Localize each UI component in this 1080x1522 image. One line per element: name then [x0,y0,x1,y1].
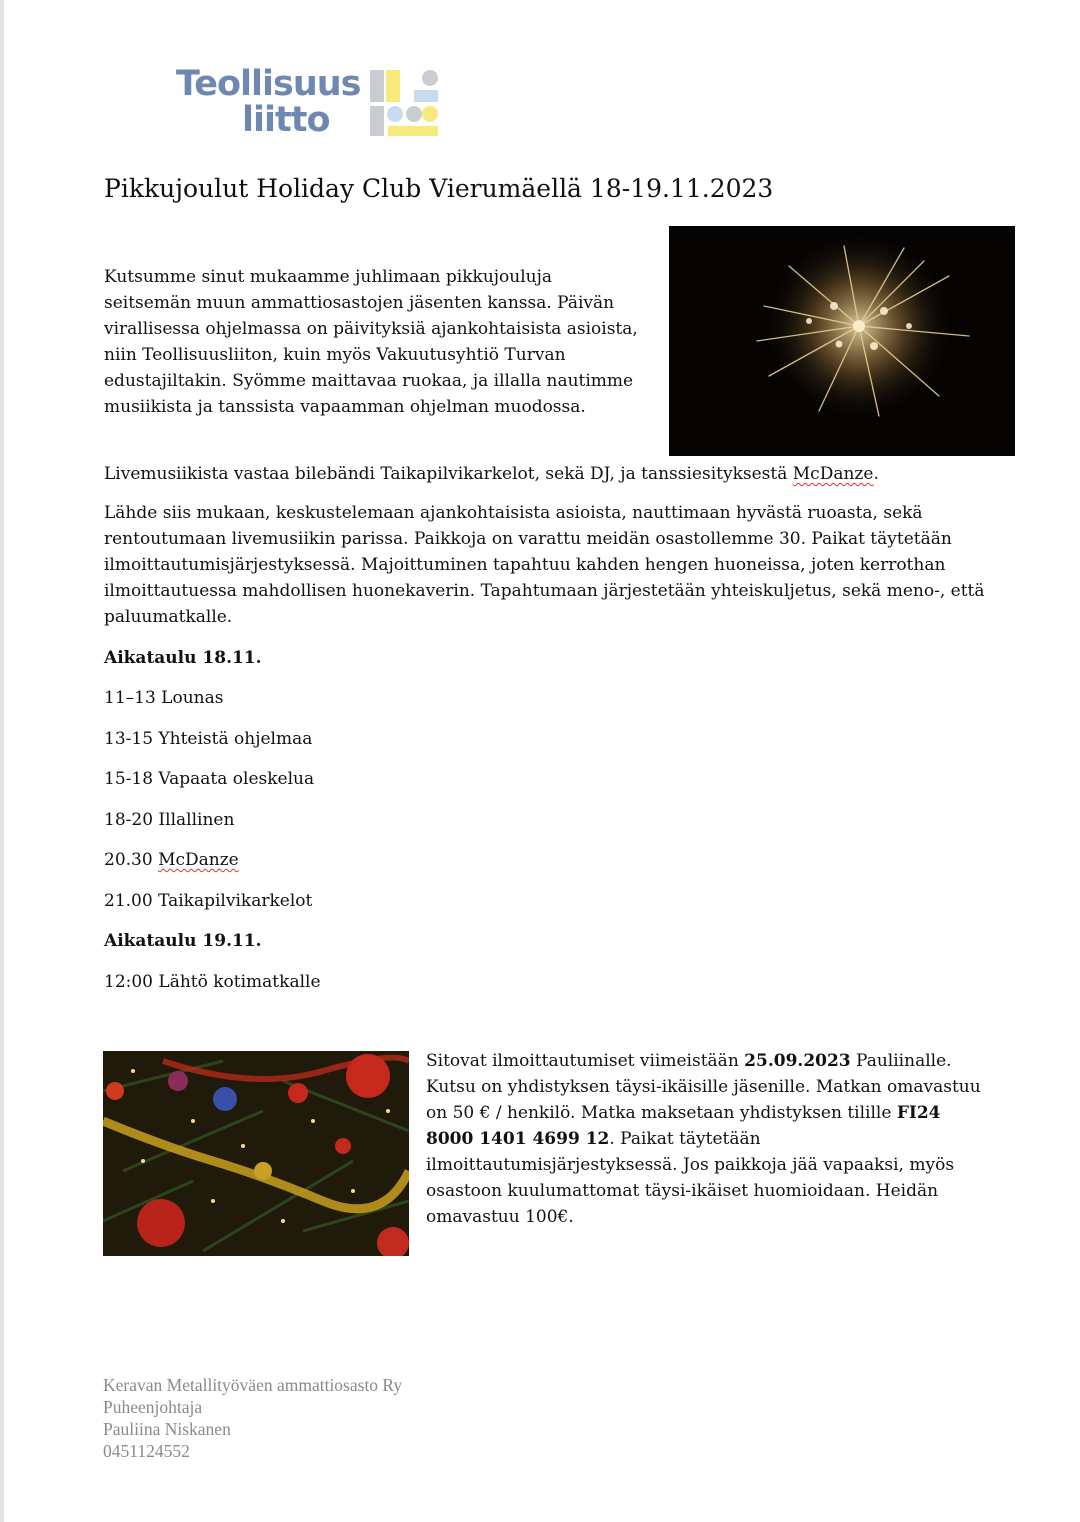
schedule1-text: Taikapilvikarkelot [158,891,313,911]
page-edge [0,0,4,1522]
schedule1-time: 21.00 [104,891,153,911]
teollisuusliitto-logo [176,64,446,140]
signup-text-1: Sitovat ilmoittautumiset viimeistään [426,1051,745,1071]
schedule2-heading: Aikataulu 19.11. [104,931,262,951]
signup-text-2: Pauliinalle. Kutsu on yhdistyksen täysi-ikäisille jäsenille. Matkan omavastuu on 50 € / henkilö. Matka maksetaan yhdistyksen tilille [426,1051,981,1123]
live-music-paragraph [104,461,1004,487]
schedule1-text: McDanze [158,850,239,870]
schedule1-heading: Aikataulu 18.11. [104,648,262,668]
logo-mark-icon [370,68,440,138]
schedule1-item [104,847,239,873]
schedule1-text: Vapaata oleskelua [158,769,315,789]
signup-paragraph [426,1048,986,1230]
signup-text-3: . Paikat täytetään ilmoittautumisjärjestyksessä. Jos paikkoja jää vapaaksi, myös osastoon kuulumattomat täysi-ikäiset huomioidaan. Heidän omavastuu 100€. [426,1129,955,1227]
schedule1-item [104,807,234,833]
schedule1-time: 11–13 [104,688,156,708]
footer-signature [103,1374,402,1462]
join-paragraph: Lähde siis mukaan, keskustelemaan ajankohtaisista asioista, nauttimaan hyvästä ruoasta, sekä rentoutumaan livemusiikin parissa. Paikkoja on varattu meidän osastollemme 30. Paikat täytetään ilmoittautumisjärjestyksessä. Majoittuminen tapahtuu kahden hengen huoneissa, joten kerrothan ilmoittautuessa mahdollisen huonekaverin. Tapahtumaan järjestetään yhteiskuljetus, sekä meno-, että paluumatkalle. [104,503,985,627]
schedule1-time: 18-20 [104,810,154,830]
schedule1-item [104,766,314,792]
signup-deadline: 25.09.2023 [744,1051,851,1071]
fireworks-image [669,226,1015,456]
footer-phone: 0451124552 [103,1441,190,1461]
schedule1-time: 20.30 [104,850,153,870]
footer-org: Keravan Metallityöväen ammattiosasto Ry [103,1375,403,1395]
live-text-after: . [873,464,879,484]
christmas-tree-image [103,1051,409,1256]
page-title: Pikkujoulut Holiday Club Vierumäellä 18-19.11.2023 [104,174,774,203]
schedule2-item [104,969,321,995]
logo-word-line2: liitto [242,100,330,140]
live-mcdanze: McDanze [792,464,874,484]
schedule2-time: 12:00 [104,972,153,992]
schedule1-item [104,888,312,914]
footer-name: Pauliina Niskanen [103,1419,231,1439]
schedule1-time: 15-18 [104,769,154,789]
schedule1-item [104,726,312,752]
intro-paragraph: Kutsumme sinut mukaamme juhlimaan pikkujouluja seitsemän muun ammattiosastojen jäsenten kanssa. Päivän virallisessa ohjelmassa on päivityksiä ajankohtaisista asioista, niin Teollisuusliiton, kuin myös Vakuutusyhtiö Turvan edustajiltakin. Syömme maittavaa ruokaa, ja illalla nautimme musiikista ja tanssista vapaamman ohjelman muodossa. [104,267,638,417]
signup-iban: FI24 8000 1401 4699 12 [426,1103,941,1149]
logo-word-line1: Teollisuus [176,64,361,104]
schedule2-text: Lähtö kotimatkalle [158,972,321,992]
fireworks-graphic [669,226,1015,456]
schedule1-text: Illallinen [158,810,235,830]
christmas-tree-graphic [103,1051,409,1256]
footer-role: Puheenjohtaja [103,1397,203,1417]
schedule1-item [104,685,223,711]
live-text-before: Livemusiikista vastaa bilebändi Taikapilvikarkelot, sekä DJ, ja tanssiesityksestä [104,464,793,484]
schedule1-text: Lounas [161,688,224,708]
schedule1-text: Yhteistä ohjelmaa [158,729,313,749]
schedule1-time: 13-15 [104,729,154,749]
